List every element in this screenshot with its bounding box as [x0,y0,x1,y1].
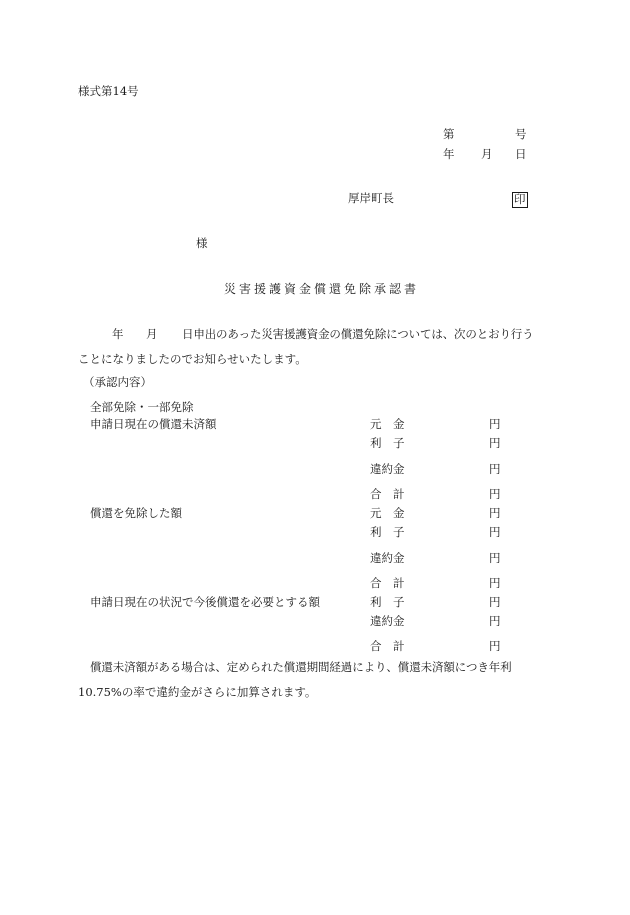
addressee-honorific: 様 [196,236,208,250]
document-title: 災害援護資金償還免除承認書 [224,282,420,296]
exempted-total-label: 合 計 [370,576,405,590]
yen-unit: 円 [489,462,501,476]
unpaid-interest-label: 利 子 [370,436,405,450]
number-prefix: 第 [443,127,455,141]
yen-unit: 円 [489,576,501,590]
notice-line-2: 10.75%の率で違約金がさらに加算されます。 [78,685,317,699]
unpaid-label: 申請日現在の償還未済額 [90,417,217,431]
yen-unit: 円 [489,639,501,653]
date-year: 年 [443,147,455,161]
future-label: 申請日現在の状況で今後償還を必要とする額 [90,595,320,609]
exempted-penalty-label: 違約金 [370,551,405,565]
issuer-title: 厚岸町長 [348,191,394,205]
body-line-1: 日申出のあった災害援護資金の償還免除については、次のとおり行う [182,327,534,341]
unpaid-principal-label: 元 金 [370,417,405,431]
exemption-type: 全部免除・一部免除 [90,400,194,414]
yen-unit: 円 [489,417,501,431]
yen-unit: 円 [489,436,501,450]
yen-unit: 円 [489,525,501,539]
form-number: 様式第14号 [78,84,139,98]
yen-unit: 円 [489,506,501,520]
body-date-year: 年 [112,327,124,341]
future-total-label: 合 計 [370,639,405,653]
section-label: （承認内容） [83,375,152,389]
exempted-principal-label: 元 金 [370,506,405,520]
unpaid-total-label: 合 計 [370,487,405,501]
body-line-2: ことになりましたのでお知らせいたします。 [78,352,307,366]
future-interest-label: 利 子 [370,595,405,609]
seal-mark: 印 [514,192,526,206]
exempted-interest-label: 利 子 [370,525,405,539]
yen-unit: 円 [489,551,501,565]
yen-unit: 円 [489,614,501,628]
future-penalty-label: 違約金 [370,614,405,628]
date-day: 日 [515,147,527,161]
number-suffix: 号 [515,127,527,141]
body-date-month: 月 [146,327,158,341]
yen-unit: 円 [489,595,501,609]
yen-unit: 円 [489,487,501,501]
date-month: 月 [481,147,493,161]
unpaid-penalty-label: 違約金 [370,462,405,476]
exempted-label: 償還を免除した額 [90,506,182,520]
notice-line-1: 償還未済額がある場合は、定められた償還期間経過により、償還未済額につき年利 [90,660,512,674]
